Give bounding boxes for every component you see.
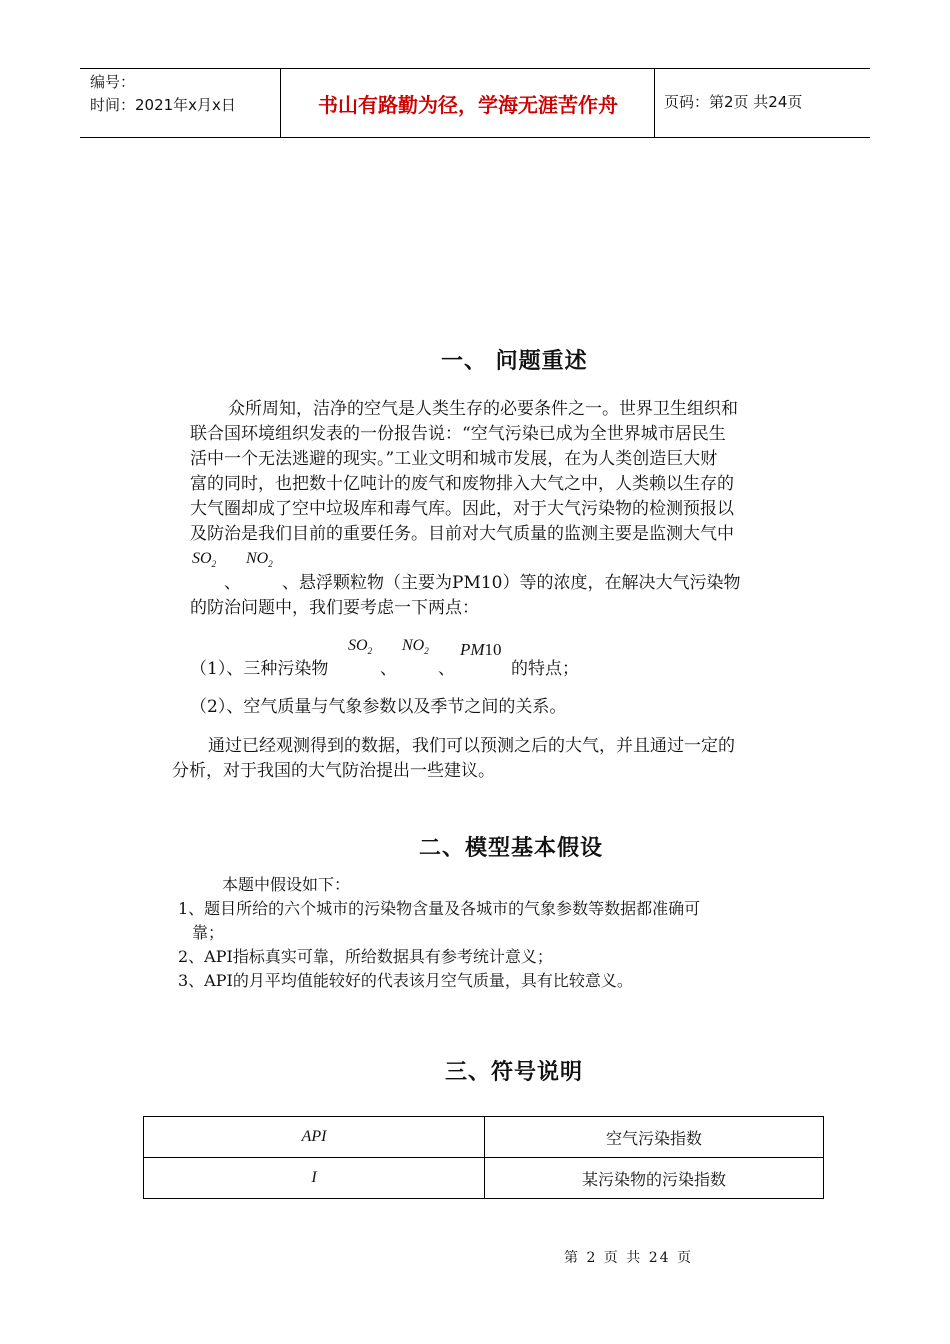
page-header <box>80 68 870 138</box>
para1-line: 众所周知，洁净的空气是人类生存的必要条件之一。世界卫生组织和 <box>228 399 738 419</box>
assumption-intro: 本题中假设如下： <box>222 875 351 894</box>
meaning-cell: 某污染物的污染指数 <box>485 1158 824 1199</box>
page-footer: 第 2 页 共 24 页 <box>564 1250 693 1266</box>
header-motto: 书山有路勤为径，学海无涯苦作舟 <box>318 92 618 117</box>
formula-no2: $NO_2$ <box>246 550 273 570</box>
para2-line: 通过已经观测得到的数据，我们可以预测之后的大气，并且通过一定的 <box>208 736 735 756</box>
header-divider <box>280 69 281 137</box>
item-2: （2）、空气质量与气象参数以及季节之间的关系。 <box>190 697 567 717</box>
para1-line: 的防治问题中，我们要考虑一下两点： <box>190 598 479 618</box>
header-divider <box>654 69 655 137</box>
para1-line: 联合国环境组织发表的一份报告说：“空气污染已成为全世界城市居民生 <box>190 424 726 444</box>
comma-sep: 、 <box>438 659 455 679</box>
section-1-title: 一、 问题重述 <box>441 349 588 374</box>
table-row <box>144 1117 824 1158</box>
time-label: 时间：2021年x月x日 <box>90 96 236 114</box>
symbol-cell: API <box>144 1117 485 1158</box>
section-3-title: 三、符号说明 <box>445 1060 584 1085</box>
formula-so2: $SO_2$ <box>192 550 217 570</box>
assumption-2: 2、API指标真实可靠，所给数据具有参考统计意义； <box>178 947 553 966</box>
formula-pm10: PM10 <box>460 640 502 659</box>
table-row <box>144 1158 824 1199</box>
symbol-cell: I <box>144 1158 485 1199</box>
section-2-title: 二、模型基本假设 <box>419 836 604 861</box>
number-label: 编号： <box>90 73 136 91</box>
para1-line: 富的同时，也把数十亿吨计的废气和废物排入大气之中，人类赖以生存的 <box>190 474 734 494</box>
para1-line: 、悬浮颗粒物（主要为PM10）等的浓度，在解决大气污染物 <box>282 573 741 593</box>
item-1-suffix: 的特点； <box>511 659 579 679</box>
header-page-info: 页码：第2页 共24页 <box>664 93 803 111</box>
para2-line: 分析，对于我国的大气防治提出一些建议。 <box>172 761 495 781</box>
formula-so2: $SO_2$ <box>348 637 373 657</box>
para1-line: 活中一个无法逃避的现实。”工业文明和城市发展，在为人类创造巨大财 <box>190 449 718 469</box>
formula-no2: $NO_2$ <box>402 637 429 657</box>
comma-sep: 、 <box>224 573 241 593</box>
item-1: （1）、三种污染物 <box>190 659 329 679</box>
header-meta <box>90 71 236 117</box>
assumption-1: 1、题目所给的六个城市的污染物含量及各城市的气象参数等数据都准确可 <box>178 899 701 918</box>
comma-sep: 、 <box>380 659 397 679</box>
symbol-table <box>143 1116 824 1199</box>
para1-line: 及防治是我们目前的重要任务。目前对大气质量的监测主要是监测大气中 <box>190 524 734 544</box>
meaning-cell: 空气污染指数 <box>485 1117 824 1158</box>
assumption-3: 3、API的月平均值能较好的代表该月空气质量，具有比较意义。 <box>178 971 633 990</box>
para1-line: 大气圈却成了空中垃圾库和毒气库。因此，对于大气污染物的检测预报以 <box>190 499 734 519</box>
assumption-1-cont: 靠； <box>192 923 225 942</box>
